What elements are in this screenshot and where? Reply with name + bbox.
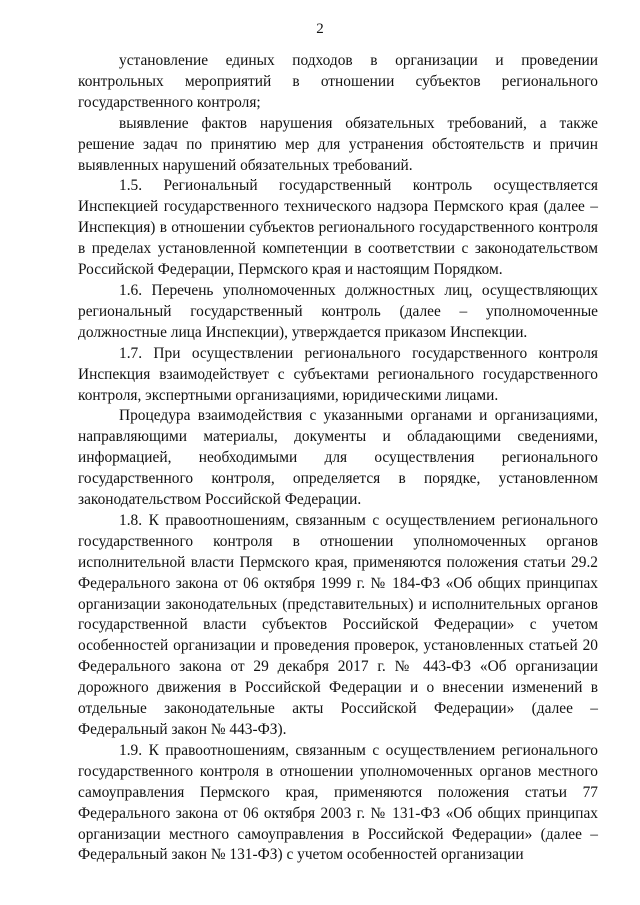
paragraph-1-9: 1.9. К правоотношениям, связанным с осуществлением регионального государственного контроля в отношении уполномоченных органов местного самоуправления Пермского края, применяются положения статьи 77 Федерального закона от 06 октября 2003 г. № 131-ФЗ «Об общих принципах организации местного самоуправления в Российской Федерации» (далее – Федеральный закон № 131-ФЗ) с учетом особенностей организации: [78, 741, 598, 864]
paragraph-1-6: 1.6. Перечень уполномоченных должностных лиц, осуществляющих региональный государственный контроль (далее – уполномоченные должностные лица Инспекции), утверждается приказом Инспекции.: [78, 281, 598, 341]
paragraph-goals-violations: выявление фактов нарушения обязательных требований, а также решение задач по принятию мер для устранения обстоятельств и причин выявленных нарушений обязательных требований.: [78, 114, 598, 174]
page-number: 2: [316, 21, 324, 37]
paragraph-1-5: 1.5. Региональный государственный контроль осуществляется Инспекцией государственного технического надзора Пермского края (далее – Инспекция) в отношении субъектов регионального государственного контроля в пределах установленной компетенции в соответствии с законодательством Российской Федерации, Пермского края и настоящим Порядком.: [78, 177, 598, 279]
document-body: [78, 51, 598, 866]
paragraph-1-7: 1.7. При осуществлении регионального государственного контроля Инспекция взаимодействует с субъектами регионального государственного контроля, экспертными организациями, юридическими лицами.: [78, 344, 598, 404]
paragraph-interaction-procedure: Процедура взаимодействия с указанными органами и организациями, направляющими материалы, документы и обладающими сведениями, информацией, необходимыми для осуществления регионального государственного контроля, определяется в порядке, установленном законодательством Российской Федерации.: [78, 407, 598, 509]
paragraph-goals-unified-approach: установление единых подходов в организации и проведении контрольных мероприятий в отношении субъектов регионального государственного контроля;: [78, 52, 598, 111]
paragraph-1-8: 1.8. К правоотношениям, связанным с осуществлением регионального государственного контроля в отношении уполномоченных органов исполнительной власти Пермского края, применяются положения статьи 29.2 Федерального закона от 06 октября 1999 г. № 184-ФЗ «Об общих принципах организации законодательных (представительных) и исполнительных органов государственной власти субъектов Российской Федерации» с учетом особенностей организации и проведения проверок, установленных статьей 20 Федерального закона от 29 декабря 2017 г. № 443-ФЗ «Об организации дорожного движения в Российской Федерации и о внесении изменений в отдельные законодательные акты Российской Федерации» (далее – Федеральный закон № 443-ФЗ).: [78, 511, 598, 738]
